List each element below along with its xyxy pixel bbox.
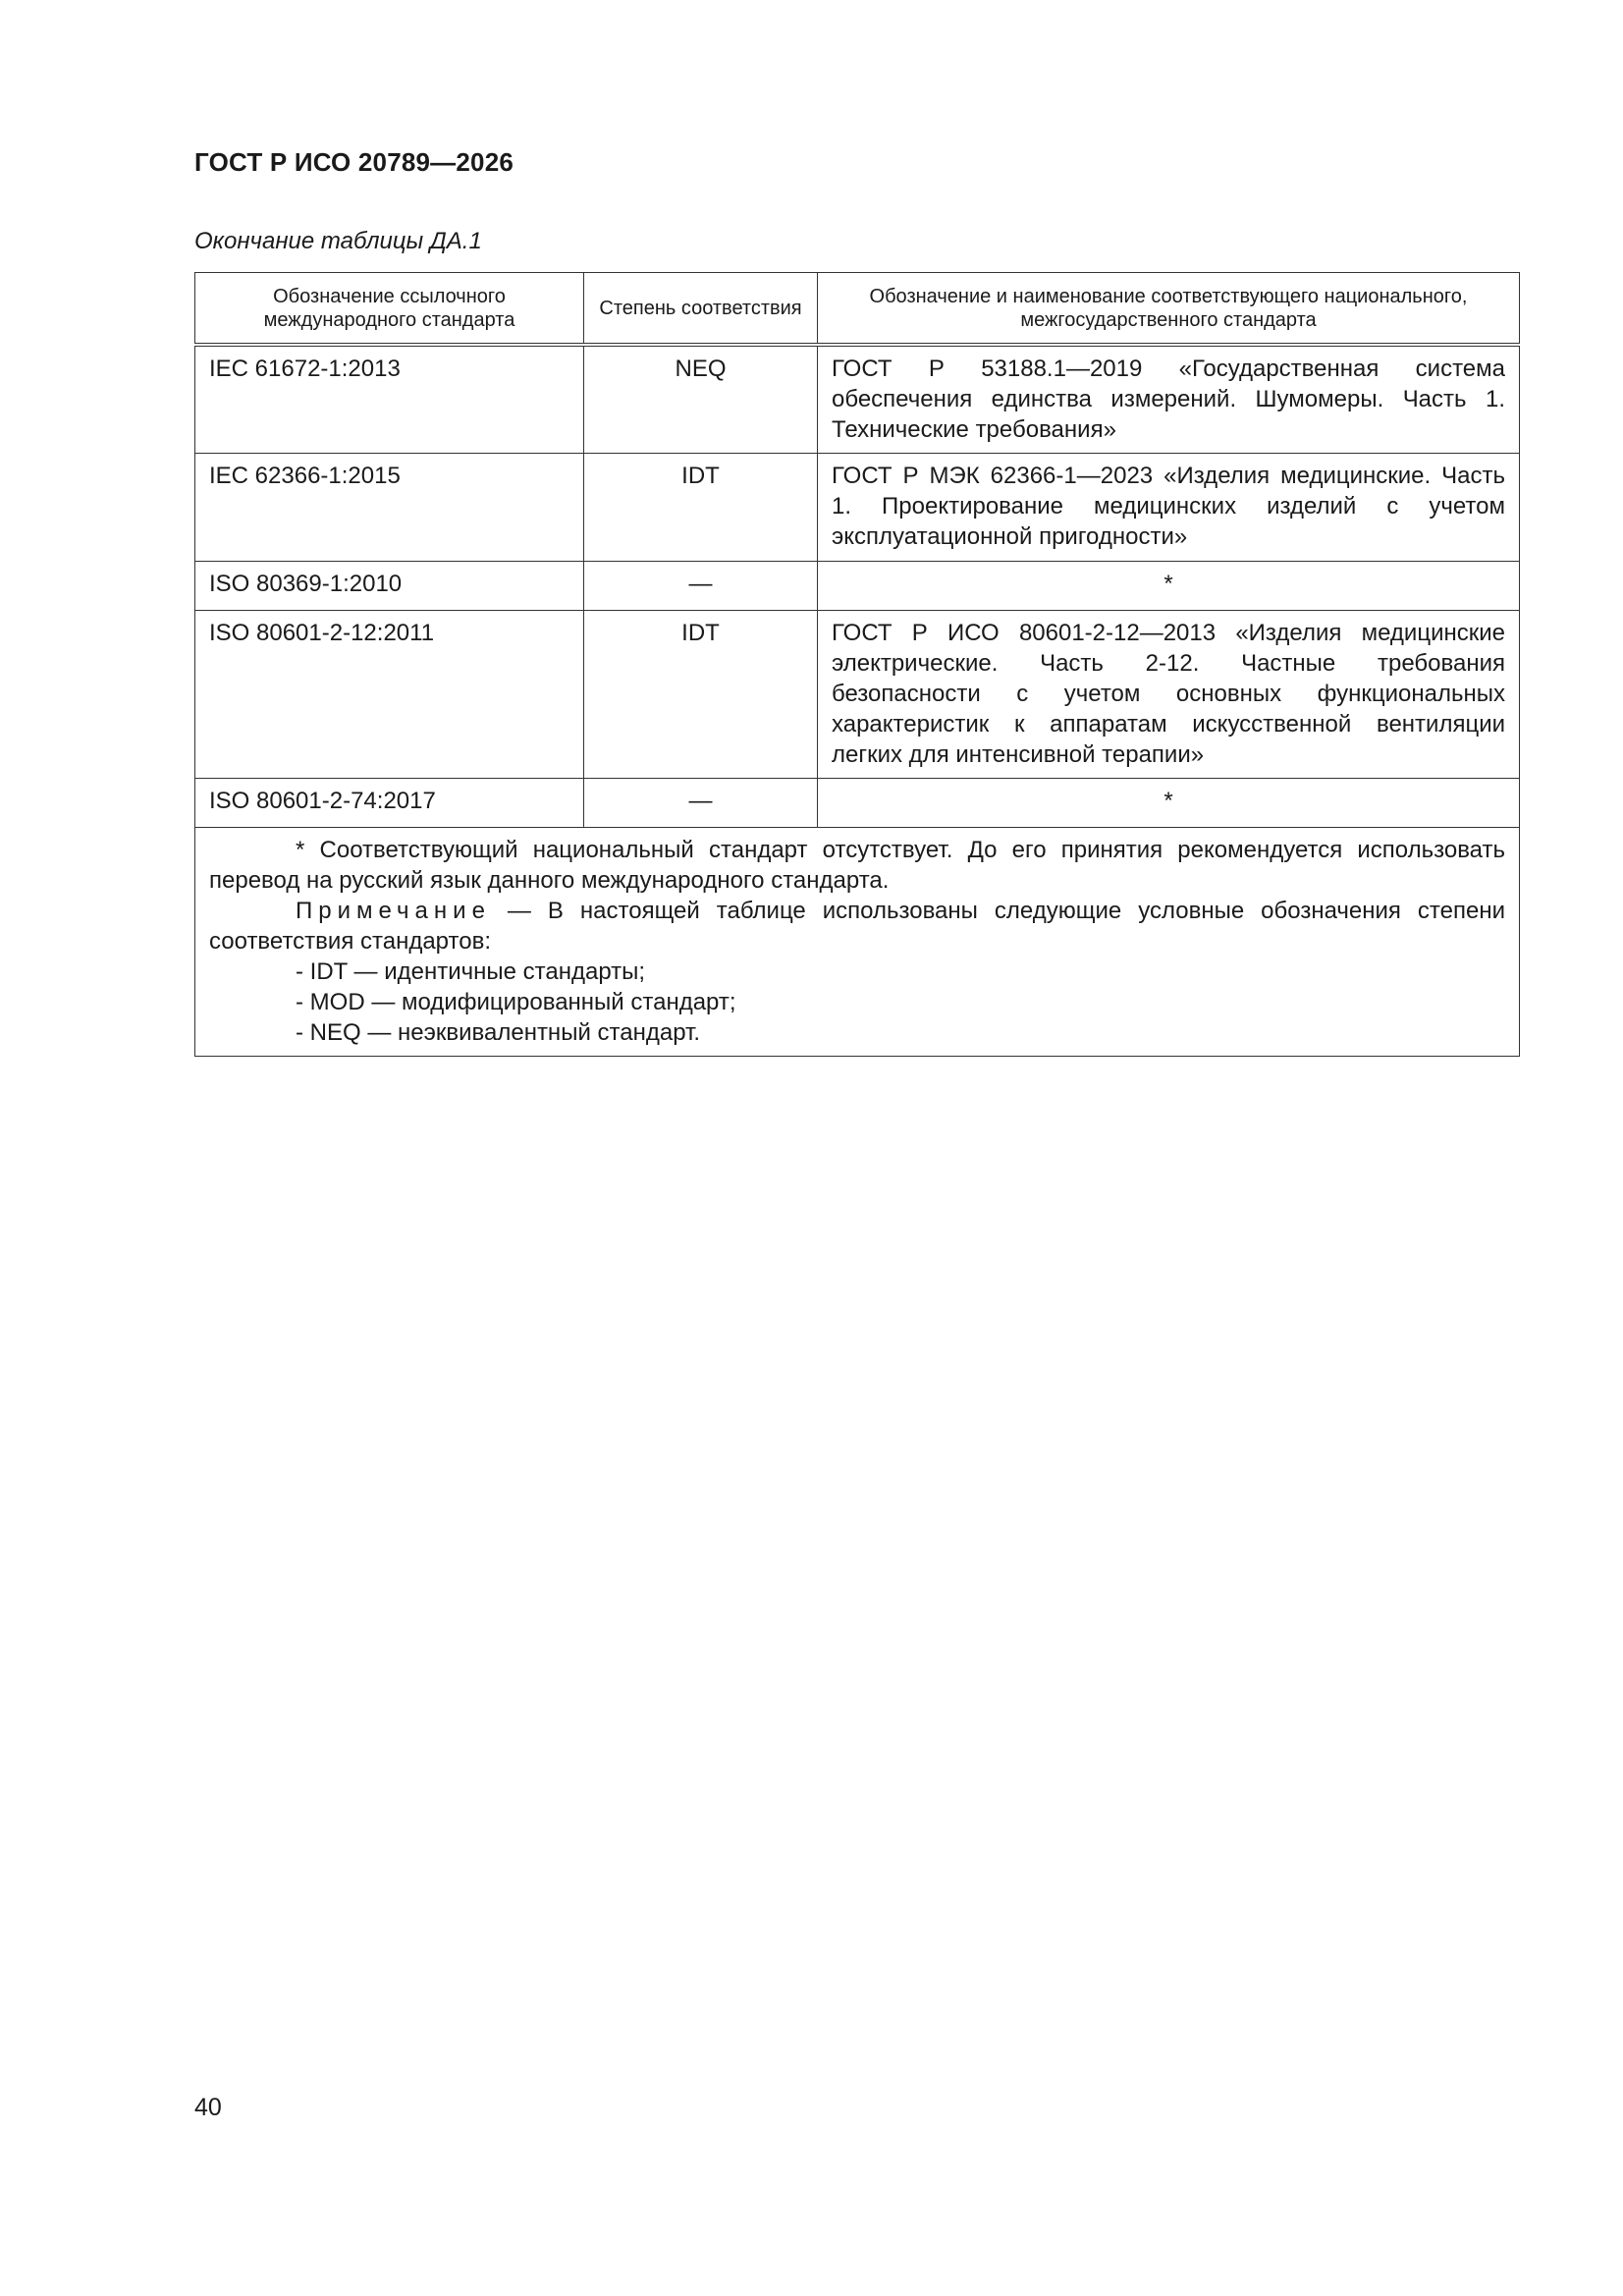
table-caption: Окончание таблицы ДА.1: [194, 228, 482, 254]
national-standard-cell: ГОСТ Р ИСО 80601-2-12—2013 «Изделия медицинские электрические. Часть 2-12. Частные требования безопасности с учетом основных функциональных характеристик к аппаратам искусственной вентиляции легких для интенсивной терапии»: [818, 611, 1520, 779]
table-row: [195, 611, 1520, 779]
national-standard-cell: ГОСТ Р МЭК 62366-1—2023 «Изделия медицинские. Часть 1. Проектирование медицинских изделий с учетом эксплуатационной пригодности»: [818, 454, 1520, 562]
reference-code-cell: ISO 80601-2-12:2011: [195, 611, 584, 779]
table-row: [195, 345, 1520, 454]
note-text: — В настоящей таблице использованы следующие условные обозначения степени соответствия стандартов:: [209, 898, 1505, 955]
reference-code-cell: ISO 80601-2-74:2017: [195, 779, 584, 828]
degree-cell: IDT: [584, 611, 818, 779]
document-header: ГОСТ Р ИСО 20789—2026: [194, 147, 514, 177]
standards-correspondence-table: [194, 272, 1520, 1057]
reference-code-cell: IEC 62366-1:2015: [195, 454, 584, 562]
national-standard-cell: *: [818, 562, 1520, 611]
page-number: 40: [194, 2094, 222, 2121]
national-standard-cell: ГОСТ Р 53188.1—2019 «Государственная система обеспечения единства измерений. Шумомеры. Часть 1. Технические требования»: [818, 345, 1520, 454]
legend-item-mod: - MOD — модифицированный стандарт;: [296, 989, 736, 1015]
degree-cell: —: [584, 562, 818, 611]
note-paragraph: [209, 896, 1505, 957]
degree-cell: —: [584, 779, 818, 828]
table-row: [195, 779, 1520, 828]
degree-cell: NEQ: [584, 345, 818, 454]
footnote-text: * Соответствующий национальный стандарт отсутствует. До его принятия рекомендуется использовать перевод на русский язык данного международного стандарта.: [209, 837, 1505, 894]
degree-cell: IDT: [584, 454, 818, 562]
table-footnote-row: [195, 828, 1520, 1057]
reference-code-cell: IEC 61672-1:2013: [195, 345, 584, 454]
national-standard-cell: *: [818, 779, 1520, 828]
table-header-row: [195, 273, 1520, 346]
header-reference-standard: Обозначение ссылочного международного стандарта: [195, 273, 584, 346]
table-footnote: [195, 828, 1520, 1057]
table-row: [195, 562, 1520, 611]
legend-item-neq: - NEQ — неэквивалентный стандарт.: [296, 1019, 701, 1046]
legend-item-idt: - IDT — идентичные стандарты;: [296, 958, 646, 985]
reference-code-cell: ISO 80369-1:2010: [195, 562, 584, 611]
header-degree: Степень соответствия: [584, 273, 818, 346]
table-row: [195, 454, 1520, 562]
note-label: Примечание: [296, 898, 491, 924]
header-national-standard: Обозначение и наименование соответствующего национального, межгосударственного стандарта: [818, 273, 1520, 346]
